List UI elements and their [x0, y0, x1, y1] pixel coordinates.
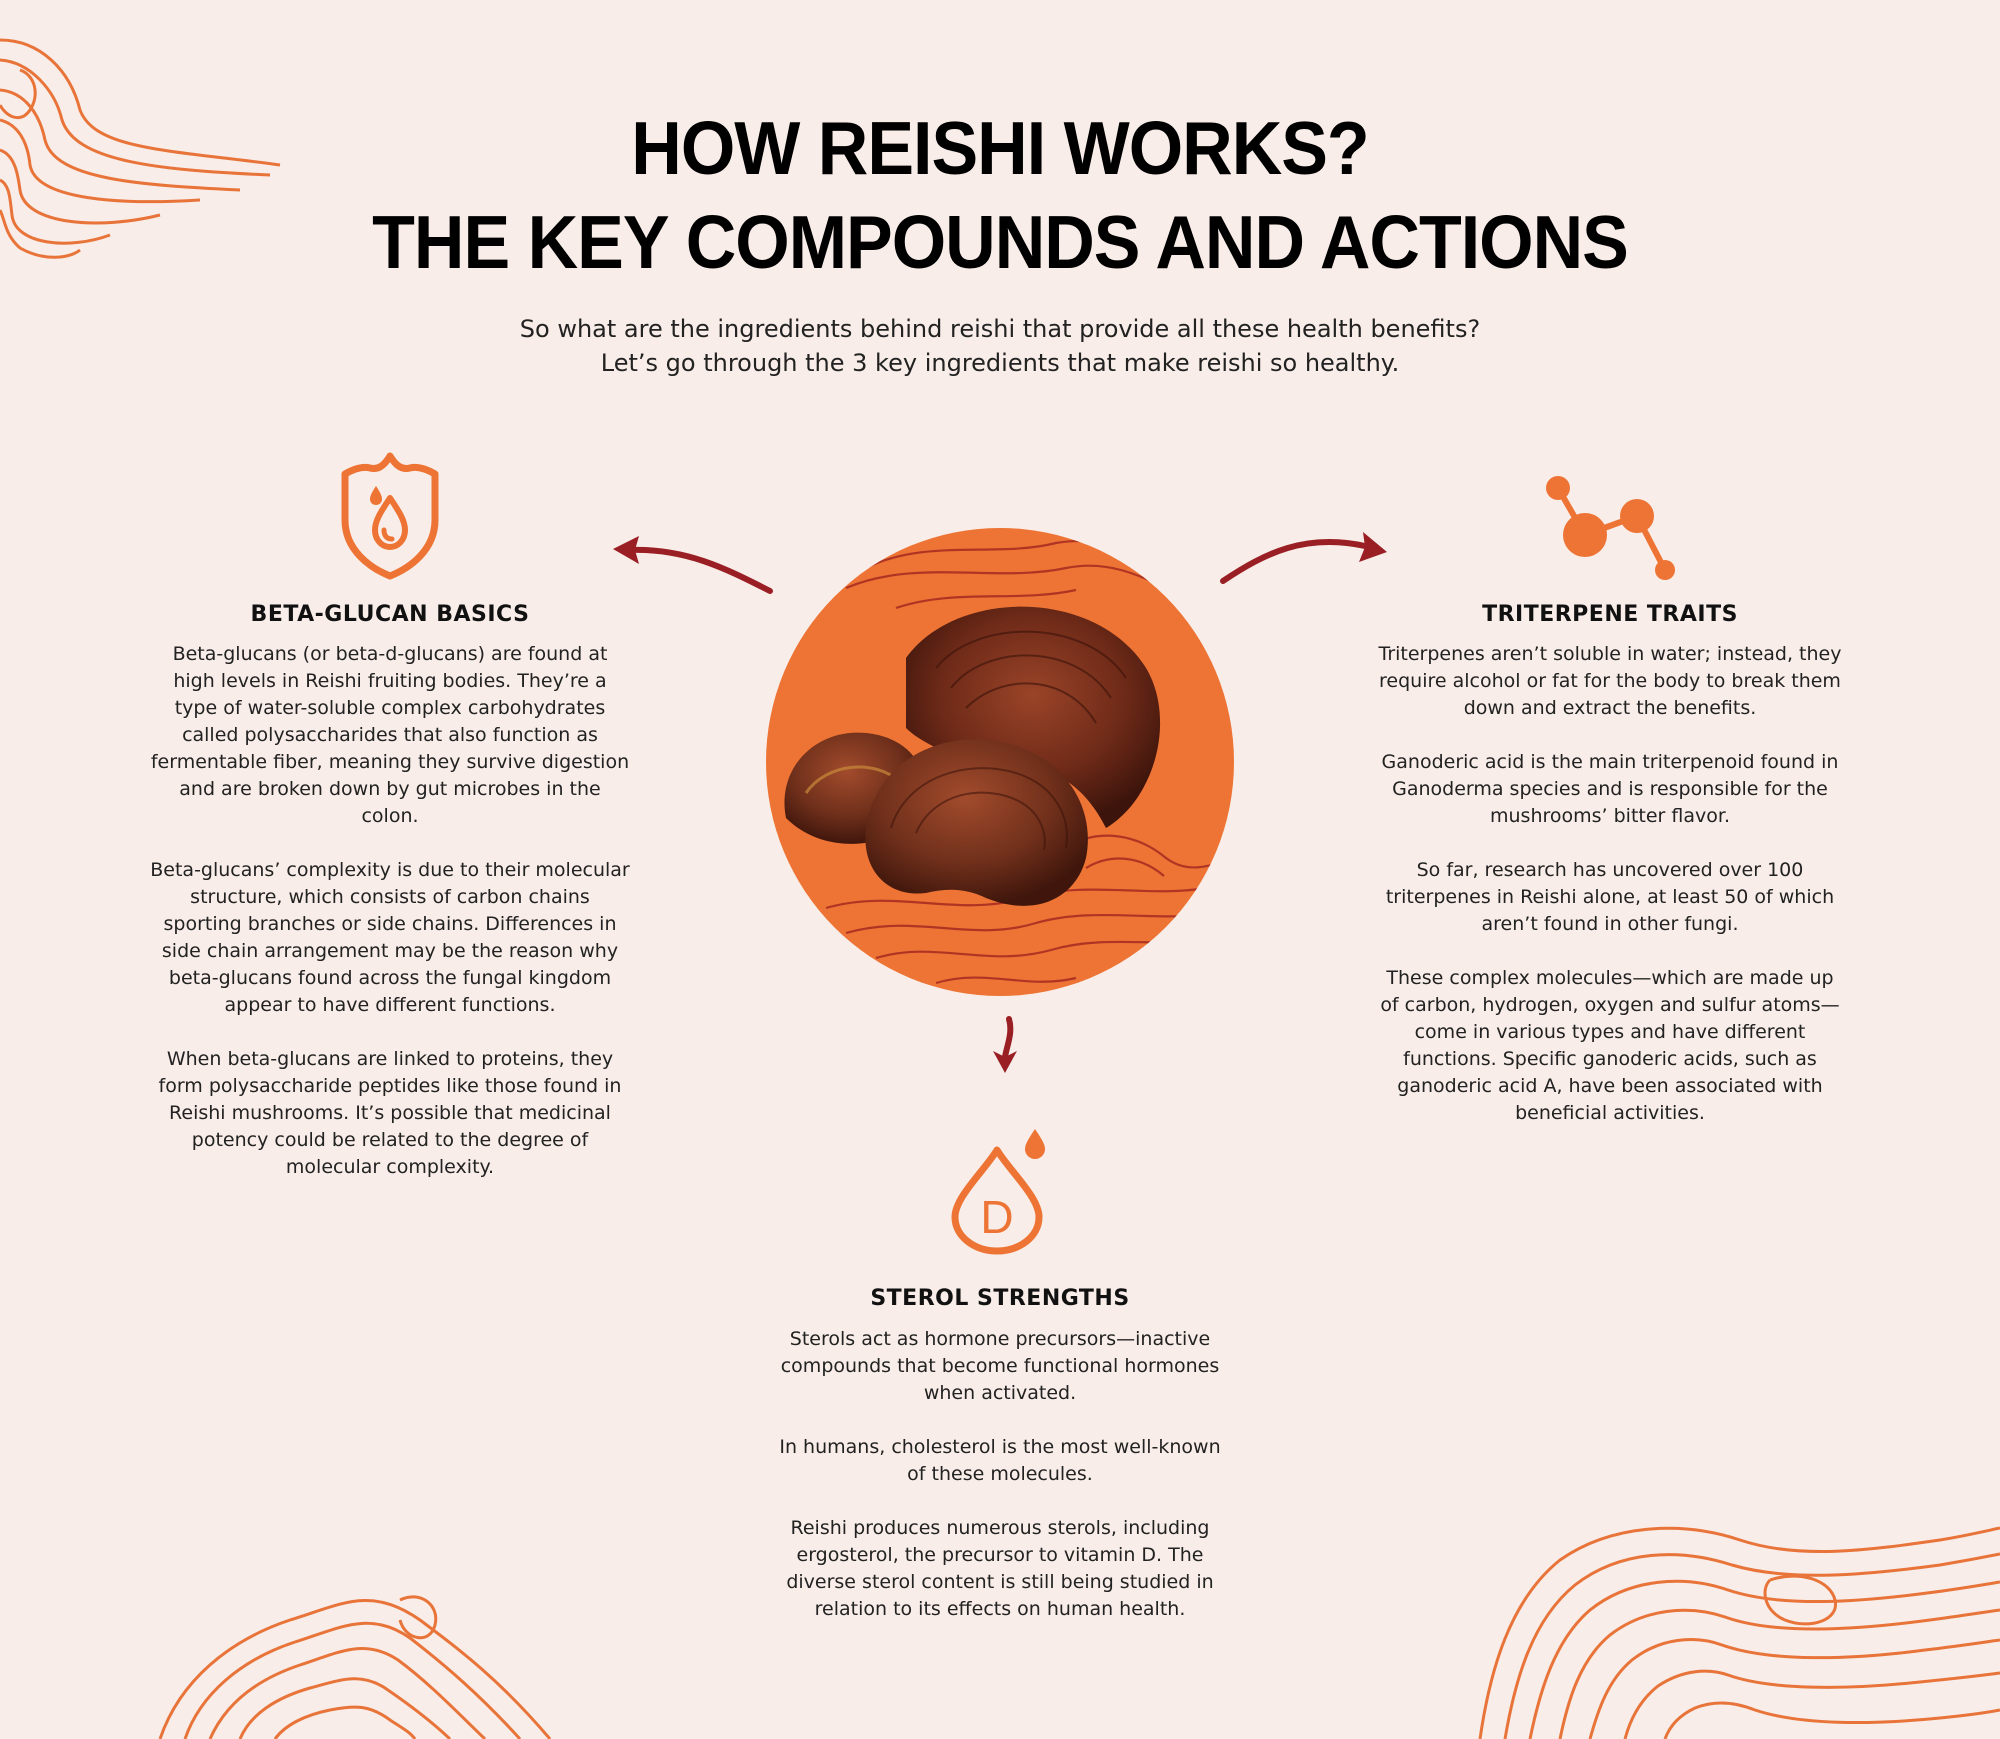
sterol-paragraph-1: Sterols act as hormone precursors—inactive compounds that become functional hormones when activated.: [780, 1328, 1220, 1404]
beta-glucan-body: [150, 641, 630, 1181]
page-title-line2: THE KEY COMPOUNDS AND ACTIONS: [372, 199, 1628, 285]
contour-decoration-bottom-right: [1470, 1520, 2000, 1739]
beta-glucan-paragraph-1: Beta-glucans (or beta-d-glucans) are found at high levels in Reishi fruiting bodies. They’re a type of water-soluble complex carbohydrates called polysaccharides that also function as fermentable fiber, meaning they survive digestion and are broken down by gut microbes in the colon.: [150, 643, 630, 827]
arrow-to-sterol: [985, 1015, 1025, 1075]
triterpene-paragraph-2: Ganoderic acid is the main triterpenoid found in Ganoderma species and is responsible for the mushrooms’ bitter flavor.: [1381, 751, 1839, 827]
triterpene-paragraph-1: Triterpenes aren’t soluble in water; instead, they require alcohol or fat for the body to break them down and extract the benefits.: [1378, 643, 1842, 719]
beta-glucan-paragraph-2: Beta-glucans’ complexity is due to their molecular structure, which consists of carbon chains sporting branches or side chains. Differences in side chain arrangement may be the reason why beta-glucans found across the fungal kingdom appear to have different functions.: [150, 859, 630, 1016]
beta-glucan-paragraph-3: When beta-glucans are linked to proteins, they form polysaccharide peptides like those found in Reishi mushrooms. It’s possible that medicinal potency could be related to the degree of molecular complexity.: [158, 1048, 622, 1178]
vitamin-d-letter: D: [980, 1191, 1014, 1243]
reishi-mushroom-photo: [766, 528, 1234, 996]
sterol-body: [770, 1326, 1230, 1623]
molecule-icon: [1540, 470, 1680, 585]
sterol-paragraph-2: In humans, cholesterol is the most well-known of these molecules.: [779, 1436, 1221, 1485]
sterol-heading: STEROL STRENGTHS: [870, 1286, 1130, 1311]
intro-line1: So what are the ingredients behind reishi that provide all these health benefits?: [519, 315, 1481, 343]
triterpene-heading: TRITERPENE TRAITS: [1482, 602, 1738, 627]
vitamin-d-drop-icon: [945, 1125, 1055, 1255]
shield-drop-icon: [340, 450, 440, 580]
triterpene-paragraph-3: So far, research has uncovered over 100 triterpenes in Reishi alone, at least 50 of which aren’t found in other fungi.: [1385, 859, 1835, 935]
arrow-to-beta-glucan: [605, 528, 785, 598]
triterpene-paragraph-4: These complex molecules—which are made up of carbon, hydrogen, oxygen and sulfur atoms—come in various types and have different functions. Specific ganoderic acids, such as ganoderic acid A, have been associated with beneficial activities.: [1380, 967, 1840, 1124]
contour-decoration-bottom-left: [140, 1580, 560, 1739]
triterpene-body: [1375, 641, 1845, 1127]
sterol-paragraph-3: Reishi produces numerous sterols, including ergosterol, the precursor to vitamin D. The diverse sterol content is still being studied in relation to its effects on human health.: [786, 1517, 1214, 1620]
arrow-to-triterpene: [1215, 518, 1395, 588]
beta-glucan-heading: BETA-GLUCAN BASICS: [250, 602, 530, 627]
intro-line2: Let’s go through the 3 key ingredients that make reishi so healthy.: [600, 349, 1400, 377]
page-title-line1: HOW REISHI WORKS?: [631, 105, 1369, 191]
